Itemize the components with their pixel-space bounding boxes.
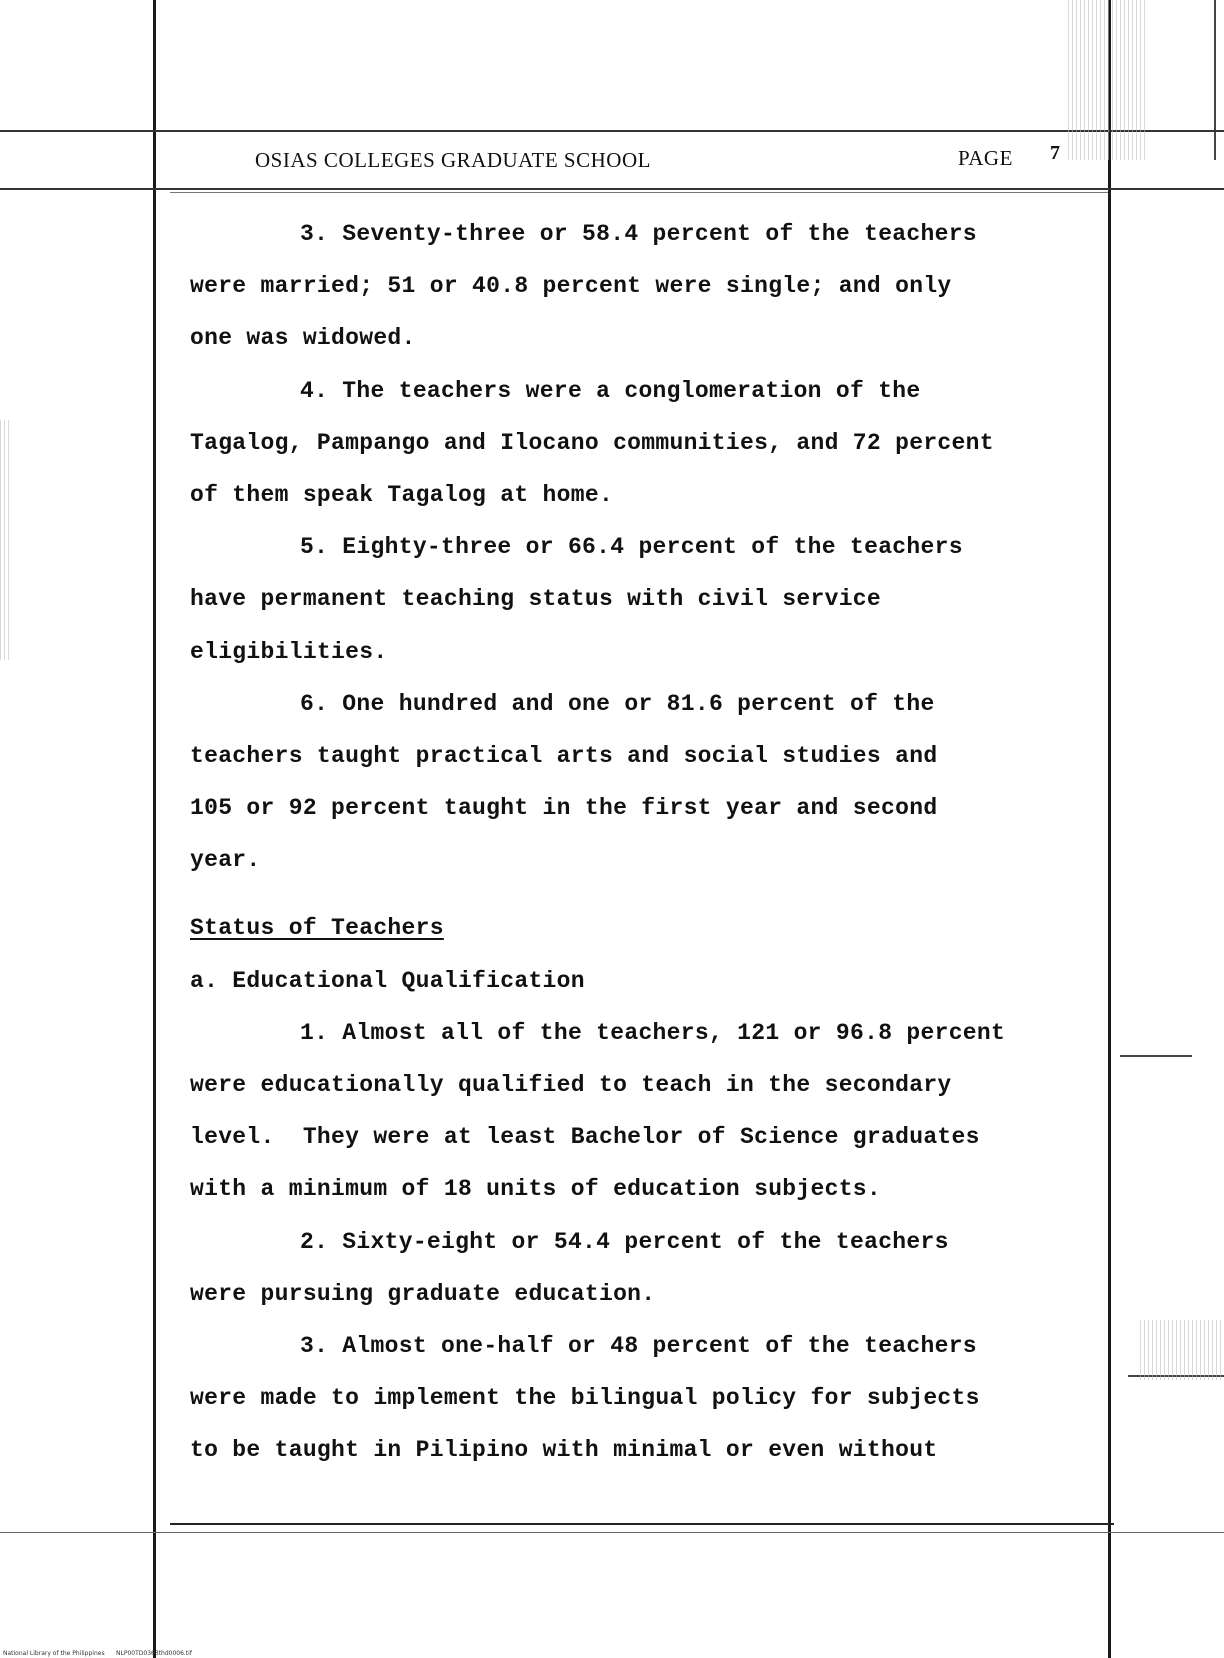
header-top-rule: [0, 130, 1224, 132]
text-line: were married; 51 or 40.8 percent were single; and only: [190, 273, 952, 300]
scan-noise-top-right: [1068, 0, 1148, 160]
footer-rule: [170, 1523, 1114, 1525]
text-line: one was widowed.: [190, 325, 416, 352]
scan-noise-left: [0, 420, 12, 660]
text-line: eligibilities.: [190, 638, 388, 665]
scan-footer: [3, 1650, 192, 1657]
qualification-paragraph-3: [190, 1320, 1105, 1477]
text-line: 3. Seventy-three or 58.4 percent of the teachers: [300, 221, 977, 247]
paragraph-4: [190, 365, 1105, 522]
text-line: year.: [190, 847, 261, 874]
section-subheading: a. Educational Qualification: [190, 967, 585, 994]
library-name: National Library of the Philippines: [3, 1650, 105, 1657]
text-line: 4. The teachers were a conglomeration of the: [300, 377, 921, 404]
paragraph-5: [190, 521, 1105, 678]
text-line: of them speak Tagalog at home.: [190, 481, 614, 508]
text-line: 5. Eighty-three or 66.4 percent of the teachers: [300, 534, 963, 561]
page-header: [255, 142, 1095, 182]
paragraph-6: [190, 678, 1105, 887]
scan-noise-right: [1140, 1320, 1224, 1380]
section-heading: Status of Teachers: [190, 915, 444, 942]
file-name: NLP00TD0363thd0006.tif: [116, 1650, 192, 1657]
qualification-paragraph-1: [190, 1007, 1105, 1216]
right-margin-line: [1108, 0, 1111, 1658]
text-line: to be taught in Pilipino with minimal or even without: [190, 1437, 938, 1464]
left-margin-line: [153, 0, 156, 1658]
text-line: were educationally qualified to teach in the secondary: [190, 1072, 952, 1098]
text-line: level. They were at least Bachelor of Science graduates: [190, 1124, 980, 1151]
scan-edge-line: [1214, 0, 1216, 160]
text-line: with a minimum of 18 units of education subjects.: [190, 1176, 882, 1203]
text-line: were pursuing graduate education.: [190, 1280, 656, 1307]
text-line: were made to implement the bilingual policy for subjects: [190, 1385, 980, 1412]
text-line: 105 or 92 percent taught in the first year and second: [190, 795, 938, 822]
header-bottom-rule-inner: [170, 192, 1108, 193]
page-label: PAGE: [958, 146, 1013, 170]
text-line: have permanent teaching status with civil service: [190, 586, 882, 613]
text-line: 2. Sixty-eight or 54.4 percent of the teachers: [300, 1228, 949, 1255]
text-line: 3. Almost one-half or 48 percent of the teachers: [300, 1332, 977, 1359]
header-bottom-rule: [0, 188, 1224, 190]
qualification-paragraph-2: [190, 1216, 1105, 1320]
text-line: 6. One hundred and one or 81.6 percent of the: [300, 690, 935, 717]
document-body: [190, 208, 1105, 1477]
scan-mark-right-1: [1120, 1055, 1192, 1057]
footer-rule-outer: [0, 1532, 1224, 1533]
school-name: OSIAS COLLEGES GRADUATE SCHOOL: [255, 148, 651, 172]
page-number: 7: [1050, 142, 1061, 164]
text-line: teachers taught practical arts and social studies and: [190, 742, 938, 769]
paragraph-3: [190, 208, 1105, 365]
text-line: 1. Almost all of the teachers, 121 or 96.8 percent: [300, 1019, 1006, 1046]
text-line: Tagalog, Pampango and Ilocano communities, and 72 percent: [190, 429, 994, 456]
